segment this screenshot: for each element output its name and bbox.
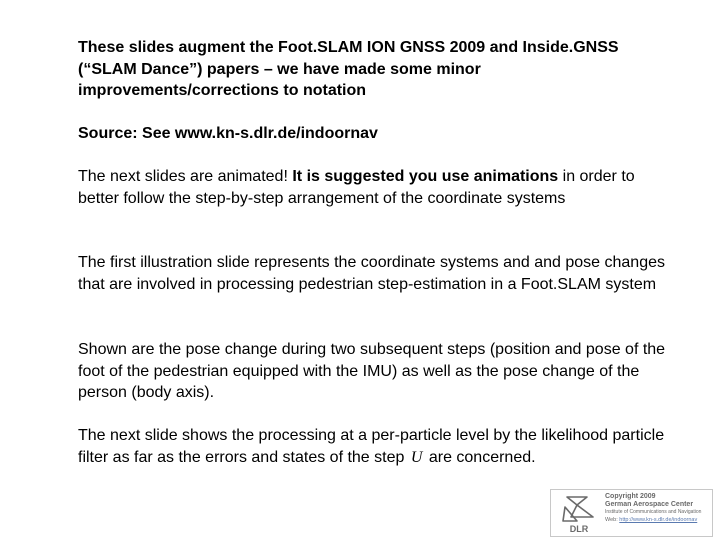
source-paragraph bbox=[78, 123, 678, 145]
processing-text-2: are concerned. bbox=[424, 448, 536, 466]
intro-paragraph bbox=[78, 37, 678, 102]
animation-paragraph bbox=[78, 166, 678, 209]
web-link[interactable]: http://www.kn-s.dlr.de/indoornav bbox=[619, 517, 698, 523]
institute-name: Institute of Communications and Navigation bbox=[605, 509, 702, 515]
dlr-logo-label: DLR bbox=[569, 524, 589, 534]
dlr-copyright-block bbox=[550, 489, 713, 537]
animation-text-bold: It is suggested you use animations bbox=[292, 168, 559, 185]
animation-text-1: The next slides are animated! bbox=[78, 168, 293, 185]
illustration-paragraph bbox=[78, 252, 678, 295]
web-label: Web: bbox=[605, 517, 618, 523]
processing-text-1: The next slide shows the processing at a per-particle level by the likelihood particle filter as far as the errors and states of the step bbox=[78, 427, 665, 466]
illustration-text: The first illustration slide represents the coordinate systems and and pose changes that are involved in processing pedestrian step-estimation in a Foot.SLAM system bbox=[78, 254, 665, 293]
processing-paragraph bbox=[78, 425, 678, 468]
copyright-year: Copyright 2009 bbox=[605, 493, 656, 500]
organization-name: German Aerospace Center bbox=[605, 501, 694, 508]
intro-text: These slides augment the Foot.SLAM ION GNSS 2009 and Inside.GNSS (“SLAM Dance”) papers – we have made some minor improvements/corrections to notation bbox=[78, 39, 619, 99]
animation-text-2: in order to better follow the step-by-step arrangement of the coordinate systems bbox=[78, 168, 635, 207]
dlr-logo-icon bbox=[557, 493, 601, 535]
step-symbol: U bbox=[410, 448, 423, 466]
copyright-text bbox=[605, 493, 711, 525]
web-line bbox=[605, 516, 711, 525]
pose-change-paragraph bbox=[78, 339, 678, 404]
source-text: Source: See www.kn-s.dlr.de/indoornav bbox=[78, 125, 378, 142]
pose-change-text: Shown are the pose change during two subsequent steps (position and pose of the foot of the pedestrian equipped with the IMU) as well as the pose change of the person (body axis). bbox=[78, 341, 666, 401]
